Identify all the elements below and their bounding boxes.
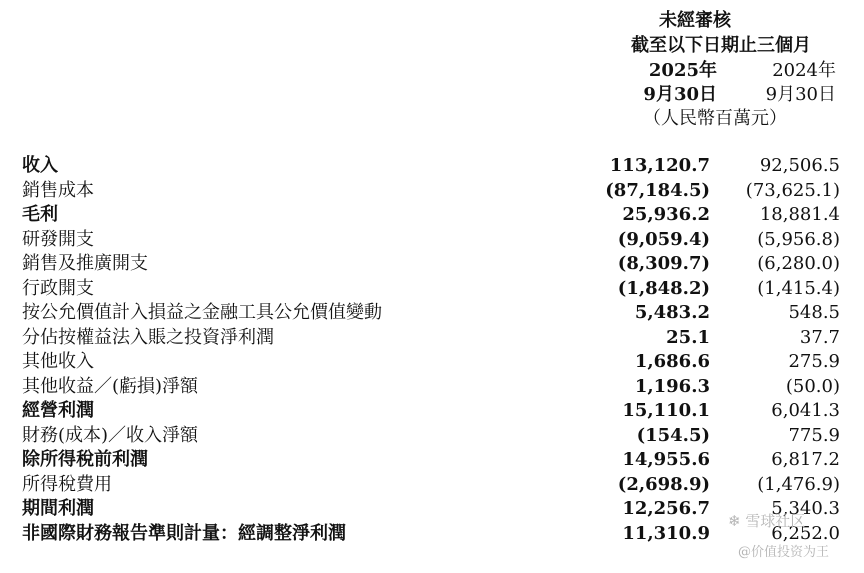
value-current: (1,848.2) xyxy=(617,277,710,299)
header-date-current: 9月30日 xyxy=(643,84,717,105)
value-current: 15,110.1 xyxy=(622,400,710,421)
row-label: 期間利潤 xyxy=(22,498,94,519)
table-row xyxy=(0,252,864,277)
table-row xyxy=(0,399,864,424)
row-label: 收入 xyxy=(22,155,58,176)
table-row xyxy=(0,350,864,375)
value-current: (8,309.7) xyxy=(617,253,710,274)
header-period: 截至以下日期止三個月 xyxy=(631,35,811,56)
row-label: 毛利 xyxy=(22,204,58,225)
value-prior: (73,625.1) xyxy=(745,179,840,201)
row-label: 除所得稅前利潤 xyxy=(22,449,148,470)
table-row xyxy=(0,326,864,351)
row-label: 經營利潤 xyxy=(22,400,94,421)
value-prior: (50.0) xyxy=(785,375,840,397)
table-row xyxy=(0,154,864,179)
row-label: 財務(成本)／收入淨額 xyxy=(22,424,199,446)
table-row xyxy=(0,301,864,326)
table-row xyxy=(0,448,864,473)
value-current: 113,120.7 xyxy=(609,155,710,176)
row-label: 研發開支 xyxy=(22,228,94,250)
value-current: (2,698.9) xyxy=(617,473,710,495)
snowball-icon: ❄ xyxy=(728,512,746,530)
value-current: 1,196.3 xyxy=(634,375,710,397)
table-row xyxy=(0,179,864,204)
value-current: 5,483.2 xyxy=(634,302,710,323)
value-current: 25.1 xyxy=(666,326,710,348)
value-prior: 18,881.4 xyxy=(759,204,840,225)
row-label: 其他收益／(虧損)淨額 xyxy=(22,375,199,397)
row-label: 其他收入 xyxy=(22,351,94,372)
table-row xyxy=(0,473,864,498)
value-prior: (1,415.4) xyxy=(757,277,840,299)
row-label: 非國際財務報告準則計量：經調整淨利潤 xyxy=(22,522,346,544)
value-prior: 37.7 xyxy=(799,326,840,348)
value-prior: 548.5 xyxy=(788,302,840,323)
table-row xyxy=(0,424,864,449)
value-prior: (5,956.8) xyxy=(757,228,840,250)
value-prior: 6,041.3 xyxy=(771,400,840,421)
value-prior: 92,506.5 xyxy=(759,155,840,176)
value-current: (9,059.4) xyxy=(617,228,710,250)
header-year-prior: 2024年 xyxy=(772,60,836,81)
header-year-current: 2025年 xyxy=(648,60,717,81)
value-prior: 775.9 xyxy=(788,424,840,446)
row-label: 行政開支 xyxy=(22,277,94,299)
table-row xyxy=(0,375,864,400)
table-row xyxy=(0,203,864,228)
watermark-handle: @价值投资为王 xyxy=(738,545,830,560)
table-row xyxy=(0,228,864,253)
value-prior: 6,252.0 xyxy=(771,522,840,544)
value-current: 14,955.6 xyxy=(622,449,710,470)
row-label: 銷售及推廣開支 xyxy=(22,253,148,274)
value-current: 12,256.7 xyxy=(622,498,710,519)
row-label: 銷售成本 xyxy=(22,179,94,201)
value-current: (154.5) xyxy=(636,424,710,446)
header-date-prior: 9月30日 xyxy=(765,84,836,105)
watermark-logo-text: ❄ 雪球社区 xyxy=(728,512,806,530)
header-unaudited: 未經審核 xyxy=(659,10,731,31)
value-current: 1,686.6 xyxy=(634,351,710,372)
value-current: 11,310.9 xyxy=(622,522,710,544)
income-statement-table xyxy=(0,154,864,546)
value-prior: 6,817.2 xyxy=(771,449,840,470)
row-label: 按公允價值計入損益之金融工具公允價值變動 xyxy=(22,302,382,323)
value-prior: (1,476.9) xyxy=(757,473,840,495)
table-row xyxy=(0,277,864,302)
value-prior: 5,340.3 xyxy=(771,498,840,519)
value-current: (87,184.5) xyxy=(605,179,710,201)
row-label: 所得稅費用 xyxy=(22,473,112,495)
row-label: 分佔按權益法入賬之投資淨利潤 xyxy=(22,326,274,348)
value-prior: 275.9 xyxy=(788,351,840,372)
value-prior: (6,280.0) xyxy=(757,253,840,274)
header-unit: （人民幣百萬元） xyxy=(643,108,787,129)
value-current: 25,936.2 xyxy=(622,204,710,225)
